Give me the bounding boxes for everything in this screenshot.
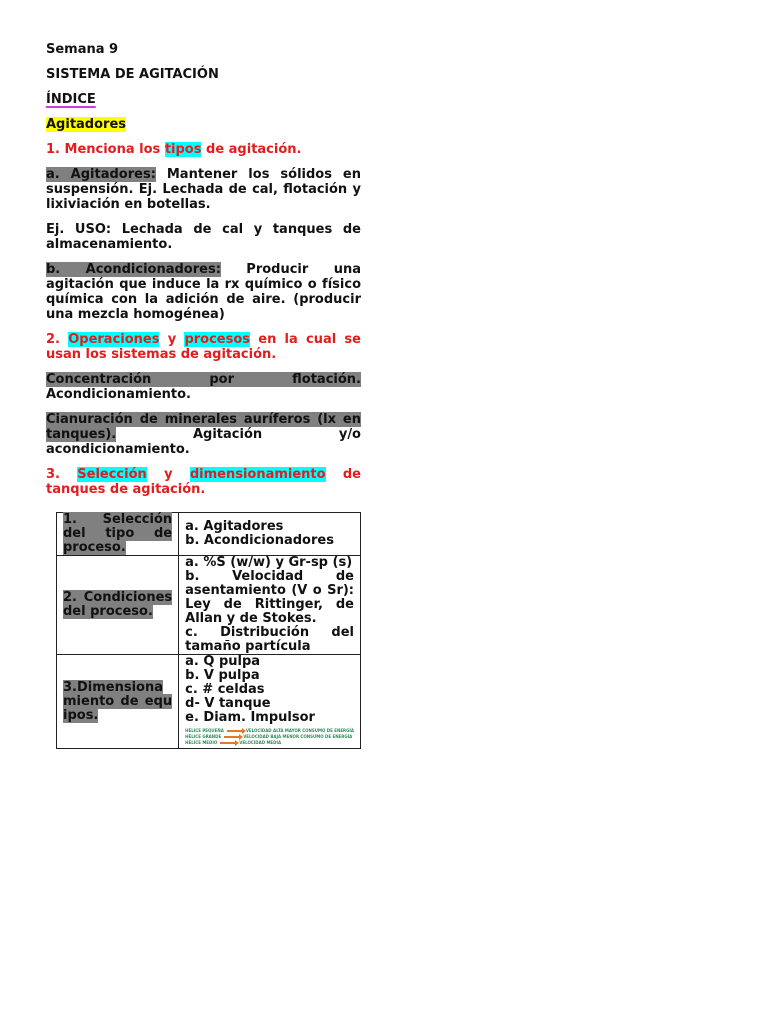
- row3-right-item: d- V tanque: [185, 696, 271, 711]
- arrow-right-icon: [224, 736, 240, 738]
- legend-right: VELOCIDAD ALTA MAYOR CONSUMO DE ENERGÍA: [245, 728, 354, 733]
- question-1: [46, 142, 361, 157]
- paragraph-cianuracion: [46, 412, 361, 457]
- legend-row: [185, 740, 354, 746]
- paragraph-concentracion-highlight: Concentración por flotación.: [46, 372, 361, 387]
- row1-left-text: 1. Selección del tipo de proceso.: [63, 512, 173, 555]
- table-cell-left: [57, 513, 179, 556]
- legend-right: VELOCIDAD MEDIA: [239, 740, 282, 745]
- paragraph-acondicionadores-text: Producir una agitación que induce la rx químico o físico química con la adición de aire. (producir una mezcla homogénea): [46, 262, 361, 322]
- paragraph-acondicionadores-label: b. Acondicionadores:: [46, 262, 221, 277]
- paragraph-acondicionadores: [46, 262, 361, 322]
- row3-right-item: a. Q pulpa: [185, 654, 261, 669]
- index-heading: [46, 92, 361, 107]
- paragraph-agitadores-text: Mantener los sólidos en suspensión. Ej. Lechada de cal, flotación y lixiviación en botellas.: [46, 167, 361, 212]
- paragraph-cianuracion-highlight: Cianuración de minerales auríferos (lx en tanques).: [46, 412, 361, 442]
- paragraph-uso: Ej. USO: Lechada de cal y tanques de almacenamiento.: [46, 222, 361, 252]
- legend-left: HÉLICE MEDIO: [185, 740, 218, 745]
- row1-right-item: a. Agitadores: [185, 519, 284, 534]
- row2-left-text: 2. Condiciones del proceso.: [63, 590, 173, 619]
- table-cell-right: [179, 655, 361, 749]
- table-cell-right: [179, 513, 361, 556]
- legend-left: HÉLICE GRANDE: [185, 734, 222, 739]
- table-cell-right: [179, 556, 361, 655]
- question-2-after: en la cual se usan los sistemas de agitación.: [46, 332, 361, 362]
- table-row: [57, 513, 361, 556]
- table-cell-left: [57, 556, 179, 655]
- paragraph-agitadores-label: a. Agitadores:: [46, 167, 156, 182]
- question-3-highlight-1: Selección: [77, 467, 147, 482]
- impeller-legend-image: [185, 728, 354, 746]
- question-2-mid: y: [167, 332, 177, 347]
- index-heading-text: ÍNDICE: [46, 92, 96, 107]
- table-row: [57, 655, 361, 749]
- row3-right-item: c. # celdas: [185, 682, 265, 697]
- question-3-after: de tanques de agitación.: [46, 467, 361, 497]
- table-cell-left: [57, 655, 179, 749]
- row3-left-text: 3.Dimensionamiento de equipos.: [63, 679, 173, 723]
- row2-right-item: a. %S (w/w) y Gr-sp (s): [185, 555, 353, 570]
- question-2: [46, 332, 361, 362]
- arrow-right-icon: [220, 742, 236, 744]
- question-3: [46, 467, 361, 497]
- document-body: [46, 42, 361, 497]
- paragraph-concentracion: [46, 372, 361, 402]
- table-row: [57, 556, 361, 655]
- row2-right-item: b. Velocidad de asentamiento (V o Sr): Ley de Rittinger, de Allan y de Stokes.: [185, 569, 354, 626]
- row1-right-item: b. Acondicionadores: [185, 533, 334, 548]
- paragraph-concentracion-text: Acondicionamiento.: [46, 387, 191, 402]
- week-label: Semana 9: [46, 42, 119, 57]
- row2-right-item: c. Distribución del tamaño partícula: [185, 625, 354, 654]
- paragraph-cianuracion-text: Agitación y/o acondicionamiento.: [46, 427, 361, 457]
- question-1-before: Menciona los: [64, 142, 161, 157]
- question-2-highlight-1: Operaciones: [68, 332, 160, 347]
- row3-right-item: b. V pulpa: [185, 668, 260, 683]
- question-1-highlight: tipos: [164, 142, 202, 157]
- question-2-number: 2.: [46, 332, 60, 347]
- legend-left: HÉLICE PEQUEÑA: [185, 728, 224, 733]
- legend-right: VELOCIDAD BAJA MENOR CONSUMO DE ENERGÍA: [243, 734, 353, 739]
- section-heading: [46, 117, 361, 132]
- paragraph-agitadores: [46, 167, 361, 212]
- question-1-after: de agitación.: [206, 142, 302, 157]
- selection-table: [56, 512, 361, 749]
- section-heading-text: Agitadores: [46, 117, 127, 132]
- question-3-highlight-2: dimensionamiento: [189, 467, 326, 482]
- document-title: SISTEMA DE AGITACIÓN: [46, 67, 219, 82]
- question-2-highlight-2: procesos: [184, 332, 251, 347]
- question-3-number: 3.: [46, 467, 60, 482]
- row3-right-item: e. Diam. Impulsor: [185, 710, 315, 725]
- question-3-mid: y: [164, 467, 173, 482]
- question-1-number: 1.: [46, 142, 60, 157]
- arrow-right-icon: [227, 730, 243, 732]
- selection-table-wrapper: [56, 512, 361, 749]
